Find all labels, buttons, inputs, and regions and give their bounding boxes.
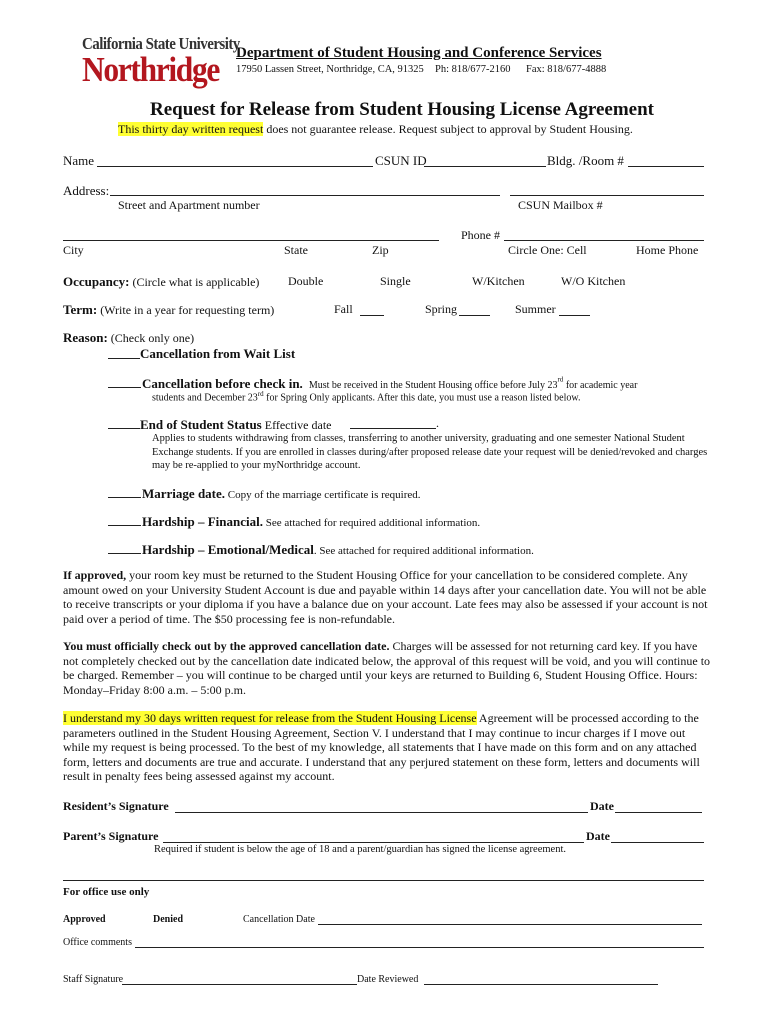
term-spring-field[interactable]	[459, 315, 490, 316]
reason-hardship-financial-checkbox[interactable]	[108, 525, 141, 526]
reason-marriage-checkbox[interactable]	[108, 497, 141, 498]
term-fall-field[interactable]	[360, 315, 384, 316]
office-use-heading: For office use only	[63, 886, 150, 898]
name-label: Name	[63, 153, 95, 168]
effective-date-field[interactable]	[350, 428, 436, 429]
name-field[interactable]	[97, 166, 373, 167]
checkout-paragraph: You must officially check out by the approved cancellation date. Charges will be assessed for not returning card key. If you have not completely checked out by the cancellation date indicated below, the approval of this request will be void, and you will continue to be charged. Remember – you will continue to be charged until your keys are returned to Building 6, Student Housing Office. Hours: Monday–Friday 8:00 a.m. – 5:00 p.m.	[63, 639, 711, 697]
form-title: Request for Release from Student Housing License Agreement	[150, 99, 654, 120]
term-summer-label: Summer	[515, 302, 556, 316]
reason-before-checkin-note: students and December 23rd for Spring Only applicants. After this date, you must use a reason listed below.	[152, 390, 581, 404]
term-summer-field[interactable]	[559, 315, 590, 316]
term-fall-label: Fall	[334, 302, 353, 316]
department-address: 17950 Lassen Street, Northridge, CA, 91325	[236, 64, 424, 75]
date-reviewed-label: Date Reviewed	[357, 974, 419, 985]
department-name: Department of Student Housing and Conference Services	[236, 45, 602, 61]
phone-field[interactable]	[504, 240, 704, 241]
csun-id-field[interactable]	[424, 166, 546, 167]
office-cancellation-date-label: Cancellation Date	[243, 914, 315, 925]
reason-waitlist-checkbox[interactable]	[108, 358, 140, 359]
approval-paragraph: If approved, your room key must be returned to the Student Housing Office for your cancellation to be considered complete. Any amount owed on your University Student Account is due and payable within 14 days after your cancellation date. You will not be able to receive transcripts or your diploma if you have a balance due on your account. Late fees may also be assessed if your account is not paid over a period of time. The $50 processing fee is non-refundable.	[63, 568, 708, 626]
resident-date-label: Date	[590, 799, 614, 813]
reason-hardship-emotional-checkbox[interactable]	[108, 553, 141, 554]
reason-end-status-note: Applies to students withdrawing from classes, transferring to another university, graduating and one semester National Student Exchange students. If you are enrolled in classes during/after proposed release date your request will be denied/revoked and charges may be re-applied to your myNorthridge account.	[152, 433, 708, 471]
reason-waitlist-label: Cancellation from Wait List	[140, 346, 296, 361]
parent-signature-note: Required if student is below the age of 18 and a parent/guardian has signed the license agreement.	[154, 844, 566, 855]
street-field[interactable]	[110, 195, 500, 196]
parent-date-label: Date	[586, 829, 610, 843]
office-approved[interactable]: Approved	[63, 914, 106, 925]
form-subtitle: This thirty day written request does not guarantee release. Request subject to approval by Student Housing.	[118, 122, 633, 136]
parent-signature-label: Parent’s Signature	[63, 829, 159, 843]
resident-date-field[interactable]	[615, 812, 702, 813]
occupancy-double[interactable]: Double	[288, 274, 324, 288]
reason-hardship-emotional-label: Hardship – Emotional/Medical. See attached for required additional information.	[142, 542, 534, 557]
logo-campus-name: Northridge	[82, 50, 219, 89]
bldg-room-field[interactable]	[628, 166, 704, 167]
state-label: State	[284, 243, 308, 257]
occupancy-single[interactable]: Single	[380, 274, 411, 288]
mailbox-label: CSUN Mailbox #	[518, 198, 603, 212]
city-label: City	[63, 243, 84, 257]
term-row: Term: (Write in a year for requesting term)	[63, 302, 275, 317]
parent-date-field[interactable]	[611, 842, 704, 843]
phone-type-home[interactable]: Home Phone	[636, 243, 699, 257]
csun-id-label: CSUN ID	[375, 153, 427, 168]
resident-signature-field[interactable]	[175, 812, 588, 813]
phone-type-cell[interactable]: Circle One: Cell	[508, 243, 587, 257]
city-state-zip-field[interactable]	[63, 240, 439, 241]
reason-hardship-financial-label: Hardship – Financial. See attached for required additional information.	[142, 514, 481, 529]
address-label: Address:	[63, 183, 110, 198]
office-comments-label: Office comments	[63, 937, 132, 948]
reason-marriage-label: Marriage date. Copy of the marriage certificate is required.	[142, 486, 421, 501]
office-divider	[63, 880, 704, 881]
occupancy-without-kitchen[interactable]: W/O Kitchen	[561, 274, 626, 288]
reason-end-status-checkbox[interactable]	[108, 428, 140, 429]
reason-before-checkin-checkbox[interactable]	[108, 387, 141, 388]
bldg-room-label: Bldg. /Room #	[547, 153, 624, 168]
parent-signature-field[interactable]	[163, 842, 584, 843]
staff-signature-label: Staff Signature	[63, 974, 124, 985]
department-phone: Ph: 818/677-2160	[435, 64, 511, 75]
occupancy-row: Occupancy: (Circle what is applicable)	[63, 274, 260, 289]
department-fax: Fax: 818/677-4888	[526, 64, 607, 75]
office-comments-field[interactable]	[135, 947, 704, 948]
mailbox-field[interactable]	[510, 195, 704, 196]
office-denied[interactable]: Denied	[153, 914, 183, 925]
reason-before-checkin-label: Cancellation before check in. Must be received in the Student Housing office before July 23rd for academic year	[142, 375, 638, 391]
street-label: Street and Apartment number	[118, 198, 260, 212]
date-reviewed-field[interactable]	[424, 984, 658, 985]
occupancy-with-kitchen[interactable]: W/Kitchen	[472, 274, 525, 288]
logo-university-name: California State University	[82, 34, 240, 53]
resident-signature-label: Resident’s Signature	[63, 799, 169, 813]
phone-label: Phone #	[461, 228, 500, 242]
staff-signature-field[interactable]	[122, 984, 357, 985]
acknowledgement-paragraph: I understand my 30 days written request for release from the Student Housing License Agreement will be processed according to the parameters outlined in the Student Housing Agreement, Section V. I understand that I may continue to incur charges if I move out while my request is being processed. To the best of my knowledge, all statements that I have made on this form and on any attached form, letters and documents are true and accurate. I understand that any perjured statement on these form, letters and documents will result in penalty fees being assessed against my account.	[63, 711, 700, 784]
reason-label: Reason: (Check only one)	[63, 330, 195, 345]
reason-end-status-label: End of Student Status Effective date	[140, 417, 332, 432]
effective-date-period: .	[436, 416, 439, 430]
zip-label: Zip	[372, 243, 389, 257]
term-spring-label: Spring	[425, 302, 458, 316]
office-cancellation-date-field[interactable]	[318, 924, 702, 925]
